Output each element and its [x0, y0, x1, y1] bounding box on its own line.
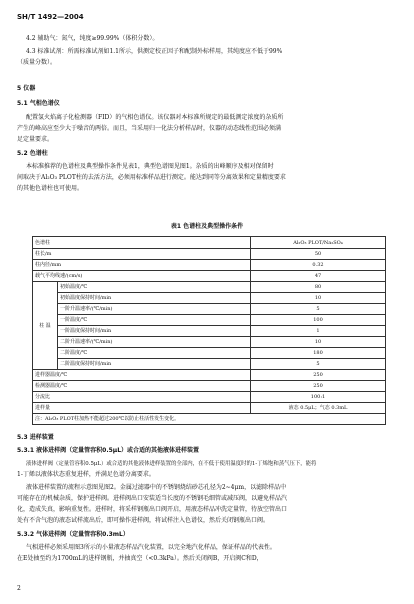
- table-cell-value: 100:1: [251, 392, 386, 403]
- table-cell-label: 一阶升温速率/(℃/min): [58, 304, 251, 315]
- table-cell-value: 5: [251, 304, 386, 315]
- section-5-3-1-line: 处有不含气泡的液态试样流出后，即可操作进样阀，将试样注入色谱仪，然后关闭钢瓶出口阀。: [17, 517, 270, 524]
- table-cell-label: 二阶升温速率/(℃/min): [58, 337, 251, 348]
- table-cell-value: 1: [251, 326, 386, 337]
- table-row: [33, 337, 386, 348]
- table-row: [33, 359, 386, 370]
- section-5-title: 5 仪器: [17, 85, 36, 92]
- table-row: [33, 392, 386, 403]
- clause-4-3-cont: （质量分数）。: [17, 59, 57, 66]
- clause-4-3: 4.3 标准试剂：所需标准试剂如1.1所示，供测定校正因子和配制外标样用，其纯度应不低于99%: [26, 48, 283, 55]
- table-row: [33, 304, 386, 315]
- section-5-1-line: 配置氢火焰离子化检测器（FID）的气相色谱仪。该仪器对本标准所规定的最低测定浓度的杂质所: [26, 114, 284, 121]
- table-cell-value: 80: [251, 282, 386, 293]
- table-row: [33, 260, 386, 271]
- section-5-3-2-line: 气相进样必须采用图3所示的小量液态样品汽化装置，以完全地汽化样品，保证样品的代表性。: [26, 544, 276, 551]
- section-5-3-1-line: 液体进样装置的流程示意图见图2。金属过滤器中的不锈钢烧结砂芯孔径为2~4μm，以滤除样品中: [26, 484, 287, 491]
- table-row: [33, 293, 386, 304]
- table-note-row: [33, 414, 386, 425]
- table-cell-label: 二阶温度保持时间/min: [58, 359, 251, 370]
- table-cell-value: 5: [251, 359, 386, 370]
- section-5-2-line: 间取决于Al₂O₃ PLOT柱的去活方法，必须用标准样品进行测定。能达到同等分离效果和定量精度要求: [17, 174, 286, 181]
- table-header-row: [33, 237, 386, 249]
- standard-header: SH/T 1492—2004: [17, 13, 84, 21]
- section-5-3-1-line: 1-丁烯以液体状态重复进样，并满足色谱分离要求。: [17, 471, 155, 478]
- table-cell-value: 50: [251, 249, 386, 260]
- table-row: [33, 370, 386, 381]
- table-cell-label: 一阶温度保持时间/min: [58, 326, 251, 337]
- table-caption: 表1 色谱柱及典型操作条件: [170, 223, 244, 230]
- section-5-3-2-title: 5.3.2 气体进样阀（定量管容积0.3mL）: [17, 531, 129, 538]
- section-5-2-line: 本标准推荐的色谱柱及典型操作条件见表1，典型色谱图见图1。杂质的出峰顺序及相对保留时: [26, 163, 274, 170]
- table-cell-label: 载气平均线速/(cm/s): [33, 271, 251, 282]
- table-1: [32, 236, 386, 425]
- section-5-2-line: 的其他色谱柱也可使用。: [17, 185, 84, 192]
- table-cell-label: 进样器温度/℃: [33, 370, 251, 381]
- table-row: [33, 381, 386, 392]
- section-5-1-line: 足定量要求。: [17, 136, 54, 143]
- table-row: [33, 348, 386, 359]
- clause-4-2: 4.2 辅助气：氮气，纯度≥99.99%（体积分数）。: [26, 35, 159, 42]
- table-cell-value: 47: [251, 271, 386, 282]
- table-cell-value: 10: [251, 293, 386, 304]
- table-row: [33, 271, 386, 282]
- table-cell-value: 100: [251, 315, 386, 326]
- table-header-value: Al₂O₃ PLOT/Na₂SO₄: [251, 237, 386, 249]
- table-cell-label: 检测器温度/℃: [33, 381, 251, 392]
- table-group-oven: 柱 温: [33, 282, 58, 370]
- section-5-3-1-line: 化，造成失真，影响重复性。进样时，将采样钢瓶出口阀开启，用液态样品冲洗定量管，待放空管出口: [17, 506, 288, 513]
- table-row: [33, 315, 386, 326]
- table-cell-label: 柱内径/mm: [33, 260, 251, 271]
- table-cell-value: 250: [251, 381, 386, 392]
- table-cell-label: 一阶温度/℃: [58, 315, 251, 326]
- table-cell-value: 250: [251, 370, 386, 381]
- table-cell-value: 180: [251, 348, 386, 359]
- table-cell-label: 初始温度/℃: [58, 282, 251, 293]
- table-cell-label: 二阶温度/℃: [58, 348, 251, 359]
- section-5-3-2-line: 在E处抽至约为1700mL的进样钢瓶，并抽真空（<0.3kPa）。然后关闭阀B，开启阀C和D，: [17, 555, 263, 562]
- table-cell-value: 0.32: [251, 260, 386, 271]
- table-row: [33, 403, 386, 414]
- section-5-3-1-title: 5.3.1 液体进样阀（定量管容积0.5μL）或合适的其他液体进样装置: [17, 447, 200, 454]
- section-5-3-title: 5.3 进样装置: [17, 434, 54, 441]
- section-5-2-title: 5.2 色谱柱: [17, 150, 48, 157]
- table-row: [33, 326, 386, 337]
- section-5-1-line: 产生的峰高应至少大于噪音的两倍。而且，当采用归一化法分析样品时，仪器的动态线性范围必须满: [17, 125, 282, 132]
- section-5-3-1-line: 可能存在的机械杂质，保护进样阀。进样阀出口安装适当长度的不锈钢毛细管或减压阀，以避免样品汽: [17, 495, 288, 502]
- table-cell-value: 10: [251, 337, 386, 348]
- page-number: 2: [17, 585, 21, 592]
- section-5-1-title: 5.1 气相色谱仪: [17, 100, 60, 107]
- table-cell-label: 进样量: [33, 403, 251, 414]
- table-row: [33, 282, 386, 293]
- table-header-label: 色谱柱: [33, 237, 251, 249]
- section-5-3-1-line: 液体进样阀（定量管容积0.5μL）或合适的其他液体进样装置的全部内，在不低于使用温度时的1-丁烯饱和蒸气压下，能将: [26, 461, 317, 467]
- table-cell-label: 初始温度保持时间/min: [58, 293, 251, 304]
- table-cell-label: 柱长/m: [33, 249, 251, 260]
- table-cell-label: 分流比: [33, 392, 251, 403]
- table-row: [33, 249, 386, 260]
- table-note: 注：Al₂O₃ PLOT柱加热不能超过200℃以防止柱活性发生变化。: [33, 414, 386, 425]
- table-cell-value: 液态 0.5μL；气态 0.3mL: [251, 403, 386, 414]
